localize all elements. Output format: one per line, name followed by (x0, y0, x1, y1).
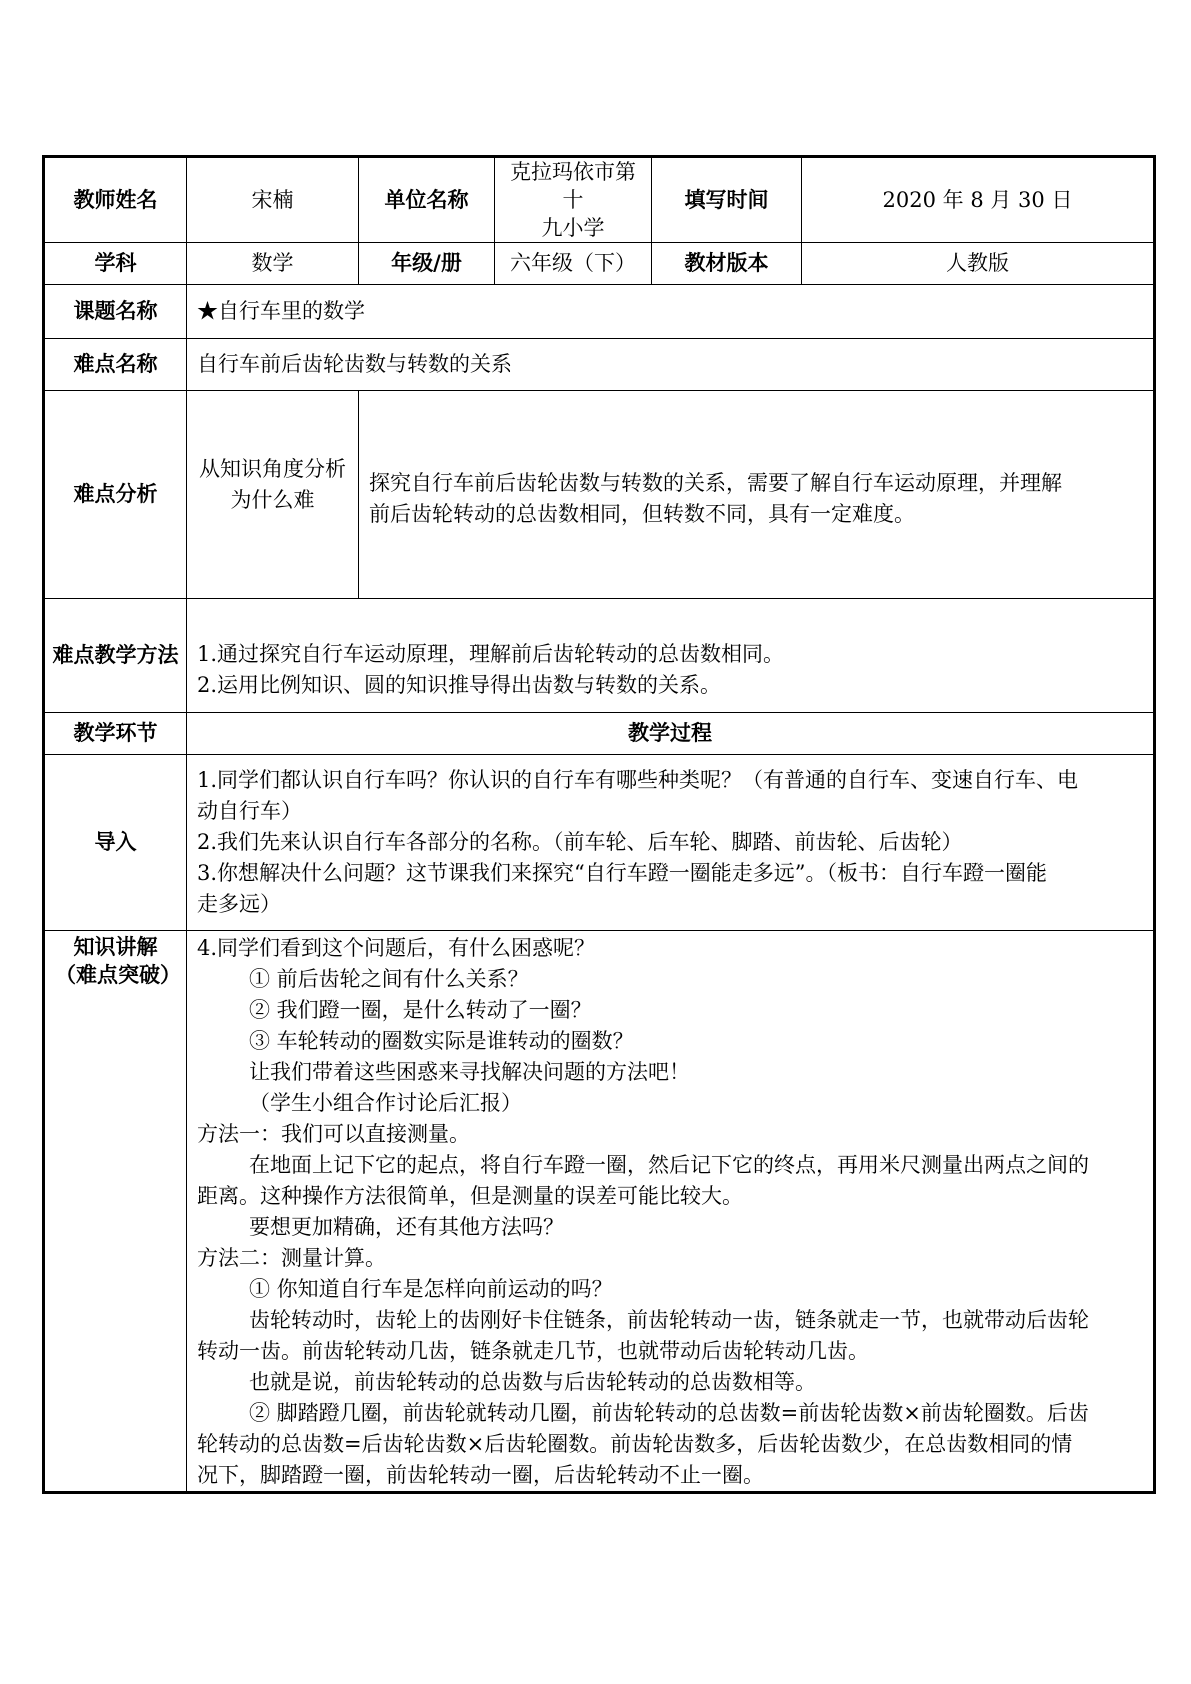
intro-label: 导入 (44, 755, 187, 931)
stage-label: 教学环节 (44, 713, 187, 755)
knowledge-line: ① 前后齿轮之间有什么关系？ (249, 967, 529, 991)
knowledge-line: ③ 车轮转动的圈数实际是谁转动的圈数？ (249, 1029, 634, 1053)
knowledge-line: 齿轮转动时，齿轮上的齿刚好卡住链条，前齿轮转动一齿，链条就走一节，也就带动后齿轮 (249, 1308, 1089, 1332)
method-item: 1.通过探究自行车运动原理，理解前后齿轮转动的总齿数相同。 (197, 641, 785, 666)
date-value: 2020 年 8 月 30 日 (802, 157, 1155, 243)
knowledge-line: 4.同学们看到这个问题后，有什么困惑呢？ (197, 936, 596, 960)
knowledge-line: 轮转动的总齿数=后齿轮齿数×后齿轮圈数。前齿轮齿数多，后齿轮齿数少，在总齿数相同的情 (197, 1432, 1073, 1456)
intro-line: 走多远） (197, 892, 281, 916)
knowledge-label-line1: 知识讲解 (73, 935, 158, 959)
lesson-plan-table (42, 155, 1156, 1494)
process-label: 教学过程 (187, 713, 1155, 755)
teacher-value: 宋楠 (187, 157, 359, 243)
analysis-text-line1: 探究自行车前后齿轮齿数与转数的关系，需要了解自行车运动原理，并理解 (369, 470, 1062, 495)
difficulty-value: 自行车前后齿轮齿数与转数的关系 (187, 339, 1155, 391)
analysis-label: 难点分析 (44, 391, 187, 599)
knowledge-line: ① 你知道自行车是怎样向前运动的吗？ (249, 1277, 613, 1301)
method-label: 难点教学方法 (44, 599, 187, 713)
knowledge-line: 也就是说，前齿轮转动的总齿数与后齿轮转动的总齿数相等。 (249, 1370, 816, 1394)
grade-value: 六年级（下） (495, 243, 652, 285)
edition-value: 人教版 (802, 243, 1155, 285)
subject-label: 学科 (44, 243, 187, 285)
knowledge-row (44, 931, 1155, 1493)
intro-line: 动自行车） (197, 799, 302, 823)
analysis-row (44, 391, 1155, 599)
knowledge-label-line2: （难点突破） (55, 963, 181, 987)
analysis-sub-label-line1: 从知识角度分析 (199, 456, 346, 481)
method-text (187, 599, 1155, 713)
header-row-1 (44, 157, 1155, 243)
grade-label: 年级/册 (359, 243, 495, 285)
unit-value (495, 157, 652, 243)
knowledge-line: 转动一齿。前齿轮转动几齿，链条就走几节，也就带动后齿轮转动几齿。 (197, 1339, 869, 1363)
lesson-plan-page (42, 155, 1153, 1494)
analysis-sub-label (187, 391, 359, 599)
process-header-row (44, 713, 1155, 755)
topic-label: 课题名称 (44, 285, 187, 339)
method-row (44, 599, 1155, 713)
intro-text (187, 755, 1155, 931)
teacher-label: 教师姓名 (44, 157, 187, 243)
knowledge-line: 在地面上记下它的起点，将自行车蹬一圈，然后记下它的终点，再用米尺测量出两点之间的 (249, 1153, 1089, 1177)
knowledge-line: 距离。这种操作方法很简单，但是测量的误差可能比较大。 (197, 1184, 743, 1208)
date-label: 填写时间 (652, 157, 802, 243)
intro-line: 1.同学们都认识自行车吗？你认识的自行车有哪些种类呢？（有普通的自行车、变速自行车、电 (197, 768, 1079, 792)
knowledge-line: 要想更加精确，还有其他方法吗？ (249, 1215, 564, 1239)
topic-value: ★自行车里的数学 (187, 285, 1155, 339)
topic-row (44, 285, 1155, 339)
knowledge-line: 让我们带着这些困惑来寻找解决问题的方法吧！ (249, 1060, 690, 1084)
knowledge-line: ② 脚踏蹬几圈，前齿轮就转动几圈，前齿轮转动的总齿数=前齿轮齿数×前齿轮圈数。后齿 (249, 1401, 1089, 1425)
unit-value-line2: 九小学 (541, 216, 605, 240)
knowledge-label (44, 931, 187, 1493)
intro-row (44, 755, 1155, 931)
intro-line: 2.我们先来认识自行车各部分的名称。（前车轮、后车轮、脚踏、前齿轮、后齿轮） (197, 830, 963, 854)
difficulty-label: 难点名称 (44, 339, 187, 391)
method-item: 2.运用比例知识、圆的知识推导得出齿数与转数的关系。 (197, 672, 722, 697)
analysis-sub-label-line2: 为什么难 (230, 487, 315, 512)
knowledge-line: ② 我们蹬一圈，是什么转动了一圈？ (249, 998, 592, 1022)
analysis-text-line2: 前后齿轮转动的总齿数相同，但转数不同，具有一定难度。 (369, 501, 915, 526)
knowledge-line: （学生小组合作讨论后汇报） (249, 1091, 522, 1115)
header-row-2 (44, 243, 1155, 285)
knowledge-line: 方法一：我们可以直接测量。 (197, 1122, 470, 1146)
difficulty-row (44, 339, 1155, 391)
unit-label: 单位名称 (359, 157, 495, 243)
analysis-text (359, 391, 1155, 599)
knowledge-line: 况下，脚踏蹬一圈，前齿轮转动一圈，后齿轮转动不止一圈。 (197, 1463, 764, 1487)
subject-value: 数学 (187, 243, 359, 285)
edition-label: 教材版本 (652, 243, 802, 285)
unit-value-line1: 克拉玛依市第十 (510, 160, 636, 212)
knowledge-text (187, 931, 1155, 1493)
intro-line: 3.你想解决什么问题？这节课我们来探究“自行车蹬一圈能走多远”。（板书：自行车蹬一圈能 (197, 861, 1048, 885)
knowledge-line: 方法二：测量计算。 (197, 1246, 386, 1270)
